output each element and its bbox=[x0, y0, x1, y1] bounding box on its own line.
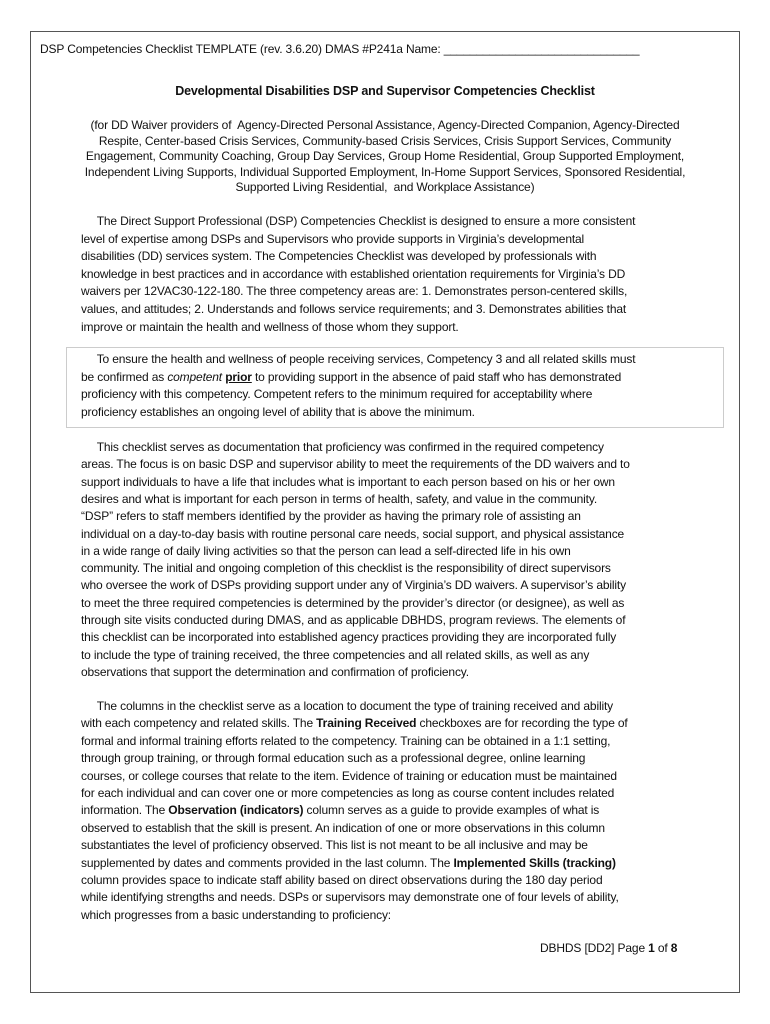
document-header: DSP Competencies Checklist TEMPLATE (rev. 3.6.20) DMAS #P241a Name: ______________________________ bbox=[40, 42, 640, 56]
documentation-paragraph-line: desires and what is important for each person in terms of health, safety, and value in the community. bbox=[81, 491, 598, 506]
columns-paragraph-line bbox=[81, 837, 588, 854]
text-run: substantiates the level of proficiency observed. This list is not meant to be all inclusive and may be bbox=[81, 838, 588, 853]
documentation-paragraph-line: areas. The focus is on basic DSP and supervisor ability to meet the requirements of the DD waivers and to bbox=[81, 457, 630, 472]
documentation-paragraph-line: through site visits conducted during DMAS, and as applicable DBHDS, program reviews. The elements of bbox=[81, 613, 626, 627]
documentation-paragraph-line: community. The initial and ongoing completion of this checklist is the responsibility of direct supervisors bbox=[81, 561, 611, 576]
subtitle-line: Engagement, Community Coaching, Group Day Services, Group Home Residential, Group Supported Employment, bbox=[85, 149, 685, 163]
documentation-paragraph-line: to include the type of training received, the three competencies and all related skills, as well as any bbox=[81, 647, 590, 662]
intro-paragraph-line: disabilities (DD) services system. The Competencies Checklist was developed by professionals with bbox=[81, 249, 597, 264]
columns-paragraph-line bbox=[81, 698, 613, 715]
intro-paragraph-line: waivers per 12VAC30-122-180. The three competency areas are: 1. Demonstrates person-centered skills, bbox=[81, 284, 628, 299]
text-run: through group training, or through formal education such as a professional degree, online learning bbox=[81, 751, 586, 766]
documentation-paragraph-line: “DSP” refers to staff members identified by the provider as having the primary role of assisting an bbox=[81, 509, 581, 524]
text-run: Observation (indicators) bbox=[168, 803, 304, 818]
documentation-paragraph-line: individual on a day-to-day basis with routine personal care needs, social support, and physical assistance bbox=[81, 526, 625, 541]
columns-paragraph-line bbox=[81, 802, 599, 819]
text-run: proficiency establishes an ongoing level of ability that is above the minimum. bbox=[81, 404, 475, 419]
intro-paragraph-line: The Direct Support Professional (DSP) Competencies Checklist is designed to ensure a more consistent bbox=[81, 214, 636, 228]
intro-paragraph-line: values, and attitudes; 2. Understands and follows service requirements; and 3. Demonstrates abilities that bbox=[81, 302, 627, 316]
documentation-paragraph-line: to meet the three required competencies is determined by the provider’s director (or designee), as well as bbox=[81, 595, 625, 610]
columns-paragraph-line bbox=[81, 785, 614, 802]
text-run: with each competency and related skills. The bbox=[81, 716, 317, 731]
columns-paragraph-line bbox=[81, 768, 617, 785]
text-run: proficiency with this competency. Competent refers to the minimum required for acceptability where bbox=[81, 387, 593, 402]
columns-paragraph-line bbox=[81, 820, 605, 837]
documentation-paragraph-line: this checklist can be incorporated into established agency practices providing they are incorporated fully bbox=[81, 630, 617, 645]
subtitle-line: Independent Living Supports, Individual Supported Employment, In-Home Support Services, Sponsored Residential, bbox=[84, 164, 686, 179]
columns-paragraph-line bbox=[81, 855, 616, 872]
documentation-paragraph-line: observations that support the determination and confirmation of proficiency. bbox=[81, 664, 469, 679]
text-run: DBHDS [DD2] Page bbox=[540, 941, 649, 955]
document-title: Developmental Disabilities DSP and Supervisor Competencies Checklist bbox=[175, 84, 595, 98]
text-run: while identifying strengths and needs. DSPs or supervisors may demonstrate one of four levels of ability, bbox=[81, 890, 619, 905]
text-run: to providing support in the absence of paid staff who has demonstrated bbox=[251, 369, 622, 384]
subtitle-line: (for DD Waiver providers of Agency-Directed Personal Assistance, Agency-Directed Companion, Agency-Directed bbox=[90, 118, 680, 132]
text-run: of bbox=[654, 941, 671, 955]
columns-paragraph-line bbox=[81, 907, 391, 924]
columns-paragraph-line bbox=[81, 733, 610, 750]
text-run: formal and informal training efforts related to the competency. Training can be obtained in a 1:1 setting, bbox=[81, 733, 611, 748]
text-run: competent bbox=[167, 369, 222, 384]
text-run: Training Received bbox=[316, 716, 417, 731]
page-footer bbox=[540, 940, 677, 957]
columns-paragraph-line bbox=[81, 889, 619, 906]
text-run: column serves as a guide to provide examples of what is bbox=[303, 803, 600, 818]
documentation-paragraph-line: This checklist serves as documentation that proficiency was confirmed in the required competency bbox=[81, 440, 604, 454]
text-run: which progresses from a basic understanding to proficiency: bbox=[81, 907, 391, 922]
subtitle-line: Supported Living Residential, and Workplace Assistance) bbox=[235, 180, 535, 194]
notice-paragraph-line bbox=[81, 369, 621, 386]
text-run: Implemented Skills (tracking) bbox=[453, 855, 616, 870]
text-run: checkboxes are for recording the type of bbox=[416, 716, 628, 731]
text-run: The columns in the checklist serve as a location to document the type of training received and ability bbox=[81, 699, 614, 713]
text-run: 8 bbox=[670, 941, 678, 955]
documentation-paragraph-line: in a wide range of daily living activities so that the person can lead a self-directed life in his own bbox=[81, 543, 571, 558]
intro-paragraph-line: level of expertise among DSPs and Supervisors who provide supports in Virginia’s developmental bbox=[81, 231, 585, 246]
intro-paragraph-line: improve or maintain the health and wellness of those whom they support. bbox=[81, 319, 459, 334]
notice-paragraph-line bbox=[81, 351, 635, 368]
text-run: observed to establish that the skill is present. An indication of one or more observations in this column bbox=[81, 820, 605, 835]
text-run: be confirmed as bbox=[81, 369, 168, 384]
text-run: 1 bbox=[648, 941, 655, 955]
text-run: column provides space to indicate staff ability based on direct observations during the 180 day period bbox=[81, 873, 603, 887]
text-run: prior bbox=[225, 369, 252, 384]
columns-paragraph-line bbox=[81, 872, 602, 889]
notice-paragraph-line bbox=[81, 386, 592, 403]
documentation-paragraph-line: support individuals to have a life that includes what is important to each person based on his or her own bbox=[81, 474, 615, 489]
intro-paragraph-line: knowledge in best practices and in accordance with established orientation requirements for Virginia’s DD bbox=[81, 266, 626, 281]
columns-paragraph-line bbox=[81, 715, 628, 732]
columns-paragraph-line bbox=[81, 750, 585, 767]
text-run: supplemented by dates and comments provided in the last column. The bbox=[81, 855, 454, 870]
subtitle-line: Respite, Center-based Crisis Services, Community-based Crisis Services, Crisis Support Services, Community bbox=[98, 133, 672, 148]
text-run: for each individual and can cover one or more competencies as long as course content includes related bbox=[81, 786, 615, 800]
text-run: information. The bbox=[81, 803, 169, 818]
documentation-paragraph-line: who oversee the work of DSPs providing support under any of Virginia’s DD waivers. A supervisor’s ability bbox=[81, 578, 626, 593]
text-run: courses, or college courses that relate to the item. Evidence of training or education must be maintained bbox=[81, 768, 617, 783]
text-run: To ensure the health and wellness of people receiving services, Competency 3 and all related skills must bbox=[81, 352, 636, 366]
notice-paragraph-line bbox=[81, 404, 475, 421]
